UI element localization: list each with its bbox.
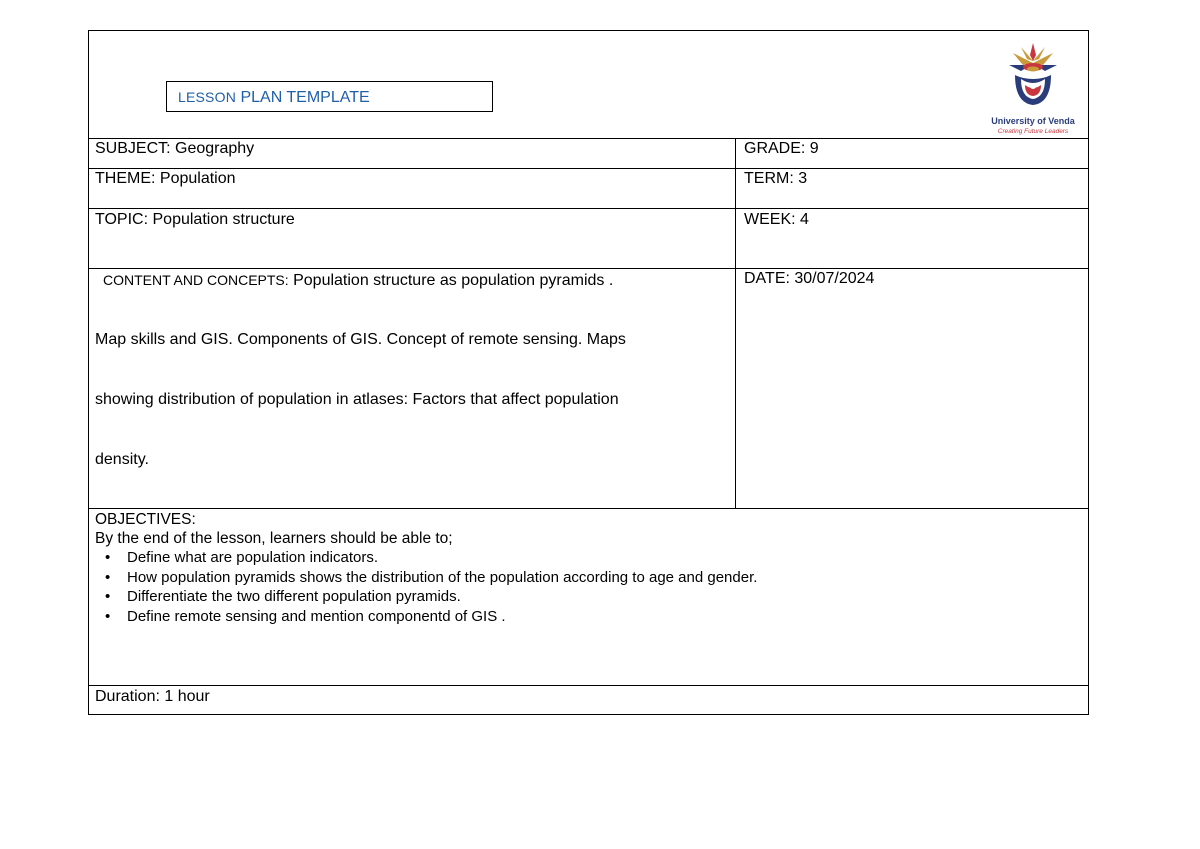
content-line-1 xyxy=(95,270,729,330)
objectives-section xyxy=(89,509,1088,686)
topic-cell: TOPIC: Population structure xyxy=(89,209,736,268)
subject-cell: SUBJECT: Geography xyxy=(89,138,736,168)
objective-item: • Define remote sensing and mention componentd of GIS . xyxy=(127,607,1082,627)
objectives-list xyxy=(95,548,1082,626)
objective-item: • Define what are population indicators. xyxy=(127,548,1082,568)
theme-cell: THEME: Population xyxy=(89,169,736,208)
content-text-1: Population structure as population pyramids . xyxy=(293,272,614,289)
objective-item: • How population pyramids shows the distribution of the population according to age and gender. xyxy=(127,568,1082,588)
theme-row xyxy=(89,169,1088,209)
grade-cell: GRADE: 9 xyxy=(744,140,819,157)
document-title xyxy=(166,81,493,112)
objectives-heading: OBJECTIVES: xyxy=(95,511,196,528)
content-line-3: showing distribution of population in atlases: Factors that affect population xyxy=(95,391,619,408)
topic-row xyxy=(89,209,1088,269)
duration-cell: Duration: 1 hour xyxy=(95,688,210,705)
logo-tagline: Creating Future Leaders xyxy=(997,128,1069,135)
date-cell: DATE: 30/07/2024 xyxy=(744,270,875,287)
content-line-2: Map skills and GIS. Components of GIS. Concept of remote sensing. Maps xyxy=(95,331,626,348)
title-part-lesson: LESSON xyxy=(178,89,236,105)
content-label: CONTENT AND CONCEPTS: xyxy=(103,272,289,288)
objective-item: • Differentiate the two different population pyramids. xyxy=(127,587,1082,607)
header-row xyxy=(89,31,1088,139)
content-cell xyxy=(89,269,736,508)
week-cell: WEEK: 4 xyxy=(744,211,809,228)
subject-row xyxy=(89,138,1088,169)
term-cell: TERM: 3 xyxy=(744,170,808,187)
lesson-plan-table xyxy=(88,30,1089,715)
content-line-4: density. xyxy=(95,451,149,468)
university-logo xyxy=(985,41,1081,137)
title-part-plan-template: PLAN TEMPLATE xyxy=(240,89,370,106)
content-row xyxy=(89,269,1088,509)
university-crest-icon xyxy=(1005,41,1061,113)
logo-university-name: University of Venda xyxy=(991,116,1075,126)
objectives-intro: By the end of the lesson, learners should be able to; xyxy=(95,530,453,547)
